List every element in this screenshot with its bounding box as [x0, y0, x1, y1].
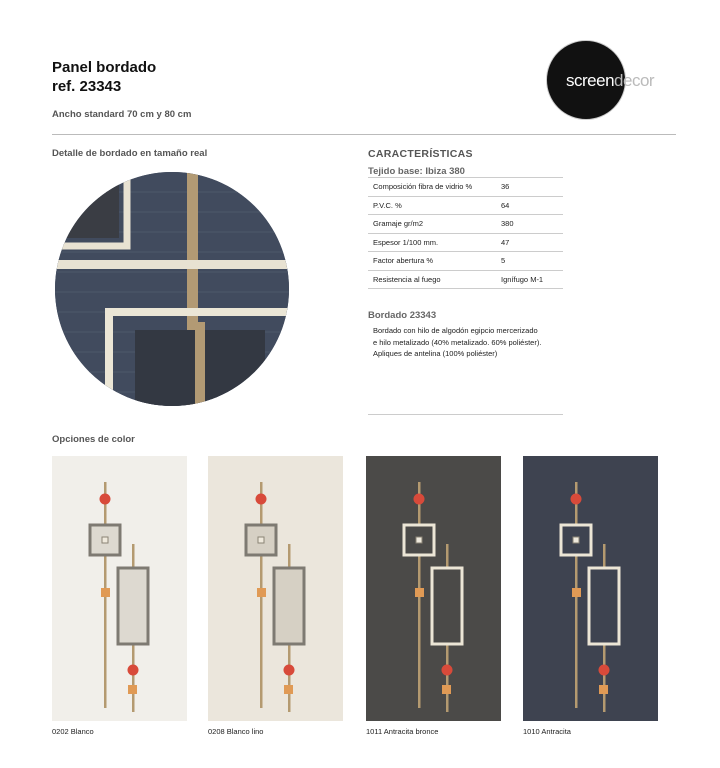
orange-square [442, 685, 451, 694]
detail-label: Detalle de bordado en tamaño real [52, 148, 208, 159]
color-panel-0208[interactable] [208, 456, 343, 721]
red-dot [256, 494, 267, 505]
spec-value: 36 [501, 178, 563, 197]
embroidery-line-3: Apliques de antelina (100% poliéster) [373, 349, 498, 358]
tall-rectangle-frame [589, 568, 619, 644]
orange-square [101, 588, 110, 597]
embroidery-divider [368, 414, 563, 415]
color-options-label: Opciones de color [52, 434, 135, 445]
small-square-center [102, 537, 108, 543]
table-row [368, 196, 563, 215]
orange-square [128, 685, 137, 694]
small-square-center [258, 537, 264, 543]
orange-square [572, 588, 581, 597]
tall-rectangle-frame [118, 568, 148, 644]
logo-part-1: screen [566, 71, 615, 90]
color-panel-0202[interactable] [52, 456, 187, 721]
small-square-center [573, 537, 579, 543]
characteristics-title: CARACTERÍSTICAS [368, 148, 473, 160]
header-divider [52, 134, 676, 135]
color-panel-1011[interactable] [366, 456, 501, 721]
spec-key: P.V.C. % [368, 196, 501, 215]
spec-key: Factor abertura % [368, 252, 501, 271]
orange-square [599, 685, 608, 694]
color-panel-1010[interactable] [523, 456, 658, 721]
red-dot [128, 665, 139, 676]
red-dot [100, 494, 111, 505]
tall-rectangle-frame [432, 568, 462, 644]
spec-value: 64 [501, 196, 563, 215]
embroidery-line-1: Bordado con hilo de algodón egipcio mercerizado [373, 326, 538, 335]
color-caption: 0208 Blanco lino [208, 727, 264, 736]
table-row [368, 233, 563, 252]
spec-value: 5 [501, 252, 563, 271]
orange-square [257, 588, 266, 597]
tall-rectangle-frame [274, 568, 304, 644]
orange-square [284, 685, 293, 694]
orange-square [415, 588, 424, 597]
spec-value: 47 [501, 233, 563, 252]
table-row [368, 178, 563, 197]
spec-value: 380 [501, 215, 563, 234]
embroidery-title: Bordado 23343 [368, 310, 437, 321]
embroidery-line-2: e hilo metalizado (40% metalizado. 60% poliéster). [373, 337, 542, 347]
page-subtitle: Ancho standard 70 cm y 80 cm [52, 109, 192, 120]
spec-value: Ignífugo M-1 [501, 270, 563, 289]
red-dot [599, 665, 610, 676]
color-caption: 1011 Antracita bronce [366, 727, 439, 736]
brand-logo-text [566, 71, 654, 91]
base-fabric-title: Tejido base: Ibiza 380 [368, 166, 465, 177]
table-row [368, 215, 563, 234]
color-caption: 1010 Antracita [523, 727, 571, 736]
red-dot [414, 494, 425, 505]
title-line-1: Panel bordado [52, 59, 157, 76]
embroidery-detail-image [55, 172, 289, 406]
spec-key: Espesor 1/100 mm. [368, 233, 501, 252]
page-title [52, 58, 156, 96]
red-dot [442, 665, 453, 676]
red-dot [571, 494, 582, 505]
spec-key: Gramaje gr/m2 [368, 215, 501, 234]
small-square-center [416, 537, 422, 543]
logo-part-2: decor [614, 71, 655, 90]
title-line-2: ref. 23343 [52, 78, 122, 95]
spec-key: Composición fibra de vidrio % [368, 178, 501, 197]
red-dot [284, 665, 295, 676]
specs-table [368, 177, 563, 289]
spec-key: Resistencia al fuego [368, 270, 501, 289]
table-row [368, 270, 563, 289]
color-caption: 0202 Blanco [52, 727, 94, 736]
embroidery-description [373, 325, 573, 360]
table-row [368, 252, 563, 271]
